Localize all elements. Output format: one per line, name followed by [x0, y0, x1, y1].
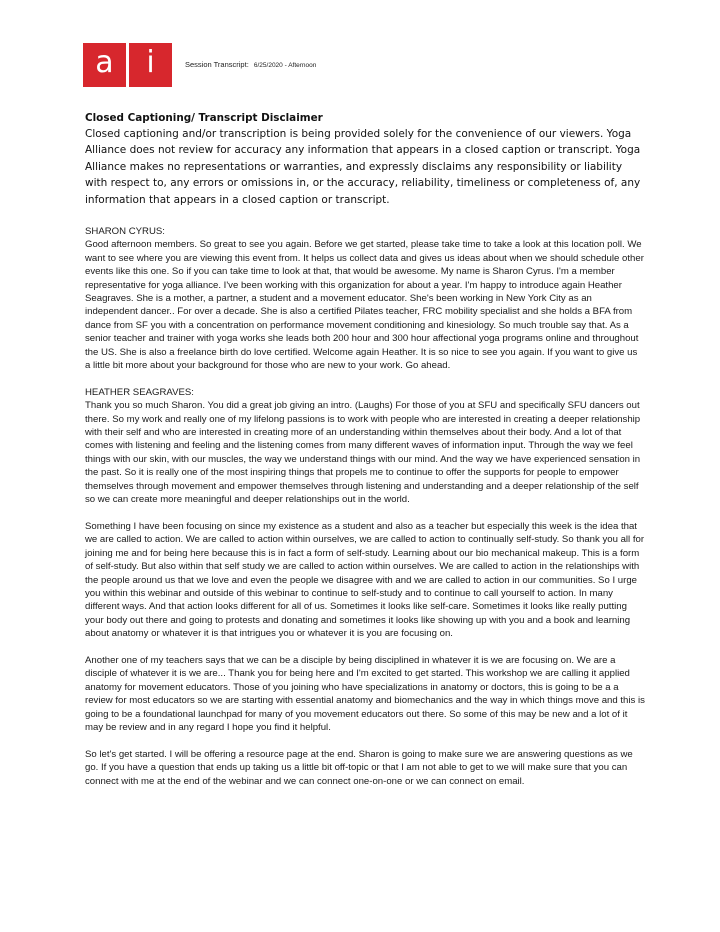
- transcript-paragraph: Something I have been focusing on since my existence as a student and also as a teacher but especially this week is the idea that we are called to action. We are called to action within ourselves, we are called to action to continually self-study. So thank you all for joining me and for being here because this is in fact a form of self-study. Learning about our bio mechanical makeup. This is a form of self-study. But also within that self study we are called to action within ourselves. We are called to action in the relationships with the people around us that we love and even the people we disagree with and we are called to action in our communities. So I urge you within this webinar and outside of this webinar to continue to self-study and to continue to call yourself to action. In many different ways. And that action looks different for all of us. Sometimes it looks like self-care. Sometimes it looks like really putting your body out there and going to protests and donating and sometimes it looks like showing up with you and a book and learning about anatomy or whatever it is that intrigues you or whatever it is you are focusing on.: [85, 520, 645, 640]
- logo-letter-i: i: [129, 43, 172, 87]
- paragraph-gap: [85, 641, 645, 654]
- paragraph-gap: [85, 507, 645, 520]
- yoga-alliance-logo: [83, 43, 172, 87]
- disclaimer-title: Closed Captioning/ Transcript Disclaimer: [85, 112, 323, 124]
- transcript-paragraph: So let's get started. I will be offering a resource page at the end. Sharon is going to make sure we are answering questions as we go. If you have a question that ends up taking us a little bit off-topic or that I am not able to get to we will make sure that you can connect with me at the end of the webinar and we can connect one-on-one or we can connect on email.: [85, 748, 633, 787]
- transcript-paragraph: Another one of my teachers says that we can be a disciple by being disciplined in whatever it is we are focusing on. We are a disciple of whatever it is we are... Thank you for being here and I'm excited to get started. This workshop we are calling it applied anatomy for movement educators. Those of you joining who have specializations in anatomy or doctors, this is going to be a a review for most educators so we are starting with essential anatomy and biomechanics and the way in which things move and this is going to be a foundational launchpad for many of you movement educators out there. So some of this may be new and a lot of it may be review and in any regard I hope you find it helpful.: [85, 654, 645, 733]
- transcript-paragraph: Thank you so much Sharon. You did a great job giving an intro. (Laughs) For those of you at SFU and specifically SFU dancers out there. So my work and really one of my lifelong passions is to work with people who are interested in creating a deeper relationship with their self and who are interested in creating more of an understanding within themselves about their body. And a lot of that comes with listening and feeling and the listening comes from many different waves of information input. Through the way we feel things with our skin, with our muscles, the way we understand things with our mind. And the way we have experienced sensation in the past. So it is really one of the most inspiring things that propels me to continue to offer the supports for people to empower themselves through movement and empower themselves through listening and understanding and a deeper relationship of the self so we can create more meaningful and deeper relationships out in the world.: [85, 400, 641, 506]
- disclaimer-body: Closed captioning and/or transcription is being provided solely for the convenience of our viewers. Yoga Alliance does not review for accuracy any information that appears in a closed caption or transcript. Yoga Alliance makes no representations or warranties, and expressly disclaims any responsibility or liability with respect to, any errors or omissions in, or the accuracy, reliability, timeliness or completeness of, any information that appears in a closed caption or transcript.: [85, 128, 641, 206]
- session-label: Session Transcript:: [185, 60, 249, 69]
- logo-letter-a: a: [83, 43, 126, 87]
- speaker-name: HEATHER SEAGRAVES:: [85, 386, 194, 398]
- disclaimer-section: [85, 110, 645, 208]
- paragraph-gap: [85, 372, 645, 385]
- transcript-paragraph: Good afternoon members. So great to see you again. Before we get started, please take time to take a look at this location poll. We want to see where you are viewing this event from. It helps us collect data and gives us ideas about when we should schedule other events like this one. So if you can take time to look at that, that would be awesome. My name is Sharon Cyrus. I'm a member representative for yoga alliance. I've been working with this organization for about a year. I'm happy to introduce again Heather Seagraves. She is a mother, a partner, a student and a movement educator. She's been working in New York City as an independent dancer.. For over a decade. She is also a certified Pilates teacher, FRC mobility specialist and she holds a BFA from dance from SF you with a concentration on performance movement conditioning and kinesiology. So much trouble say that. As a senior teacher and trainer with yoga works she leads both 200 hour and 300 hour affectional yoga programs online and throughout the US. She is also a freelance birth do love certified. Welcome again Heather. It is so nice to see you again. If you want to give us a little bit more about your background for those who are new to your work. Go ahead.: [85, 239, 644, 372]
- paragraph-gap: [85, 734, 645, 747]
- transcript-body: [85, 225, 645, 788]
- session-date: 6/25/2020 - Afternoon: [253, 62, 317, 69]
- speaker-name: SHARON CYRUS:: [85, 226, 165, 237]
- session-header: [185, 60, 316, 69]
